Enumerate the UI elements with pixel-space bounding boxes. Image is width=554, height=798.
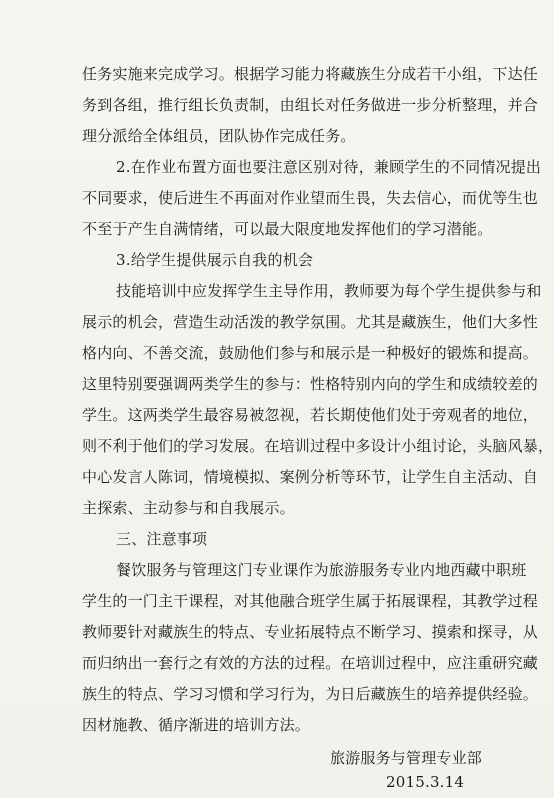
paragraph-line: 族生的特点、学习习惯和学习行为，为日后藏族生的培养提供经验。 [82, 685, 539, 703]
paragraph-line: 而归纳出一套行之有效的方法的过程。在培训过程中，应注重研究藏 [82, 654, 539, 672]
paragraph-line: 学生。这两类学生最容易被忽视，若长期使他们处于旁观者的地位， [82, 406, 539, 424]
paragraph-line: 则不利于他们的学习发展。在培训过程中多设计小组讨论，头脑风暴， [82, 437, 554, 455]
paragraph-line: 任务实施来完成学习。根据学习能力将藏族生分成若干小组，下达任 [82, 65, 539, 83]
paragraph-line: 格内向、不善交流，鼓励他们参与和展示是一种极好的锻炼和提高。 [82, 344, 539, 362]
section-heading: 3.给学生提供展示自我的机会 [116, 251, 314, 269]
section-heading: 三、注意事项 [116, 530, 208, 548]
paragraph-line: 2.在作业布置方面也要注意区别对待，兼顾学生的不同情况提出 [116, 158, 542, 176]
paragraph-line: 不同要求，使后进生不再面对作业望而生畏，失去信心，而优等生也 [82, 189, 539, 207]
paragraph-line: 不至于产生自满情绪，可以最大限度地发挥他们的学习潜能。 [82, 220, 493, 238]
paragraph-line: 理分派给全体组员，团队协作完成任务。 [82, 127, 356, 145]
signature-date: 2015.3.14 [386, 773, 465, 791]
paragraph-line: 因材施教、循序渐进的培训方法。 [82, 716, 311, 734]
paragraph-line: 教师要针对藏族生的特点、专业拓展特点不断学习、摸索和探寻，从 [82, 623, 539, 641]
paragraph-line: 中心发言人陈词，情境模拟、案例分析等环节，让学生自主活动、自 [82, 468, 539, 486]
paragraph-line: 务到各组，推行组长负责制，由组长对任务做进一步分析整理，并合 [82, 96, 539, 114]
paragraph-line: 学生的一门主干课程，对其他融合班学生属于拓展课程，其教学过程 [82, 592, 539, 610]
paragraph-line: 这里特别要强调两类学生的参与：性格特别内向的学生和成绩较差的 [82, 375, 539, 393]
paragraph-line: 餐饮服务与管理这门专业课作为旅游服务专业内地西藏中职班 [116, 561, 527, 579]
paragraph-line: 技能培训中应发挥学生主导作用，教师要为每个学生提供参与和 [116, 282, 542, 300]
paragraph-line: 主探索、主动参与和自我展示。 [82, 499, 295, 517]
paragraph-line: 展示的机会，营造生动活泼的教学氛围。尤其是藏族生，他们大多性 [82, 313, 539, 331]
signature-department: 旅游服务与管理专业部 [330, 749, 483, 767]
